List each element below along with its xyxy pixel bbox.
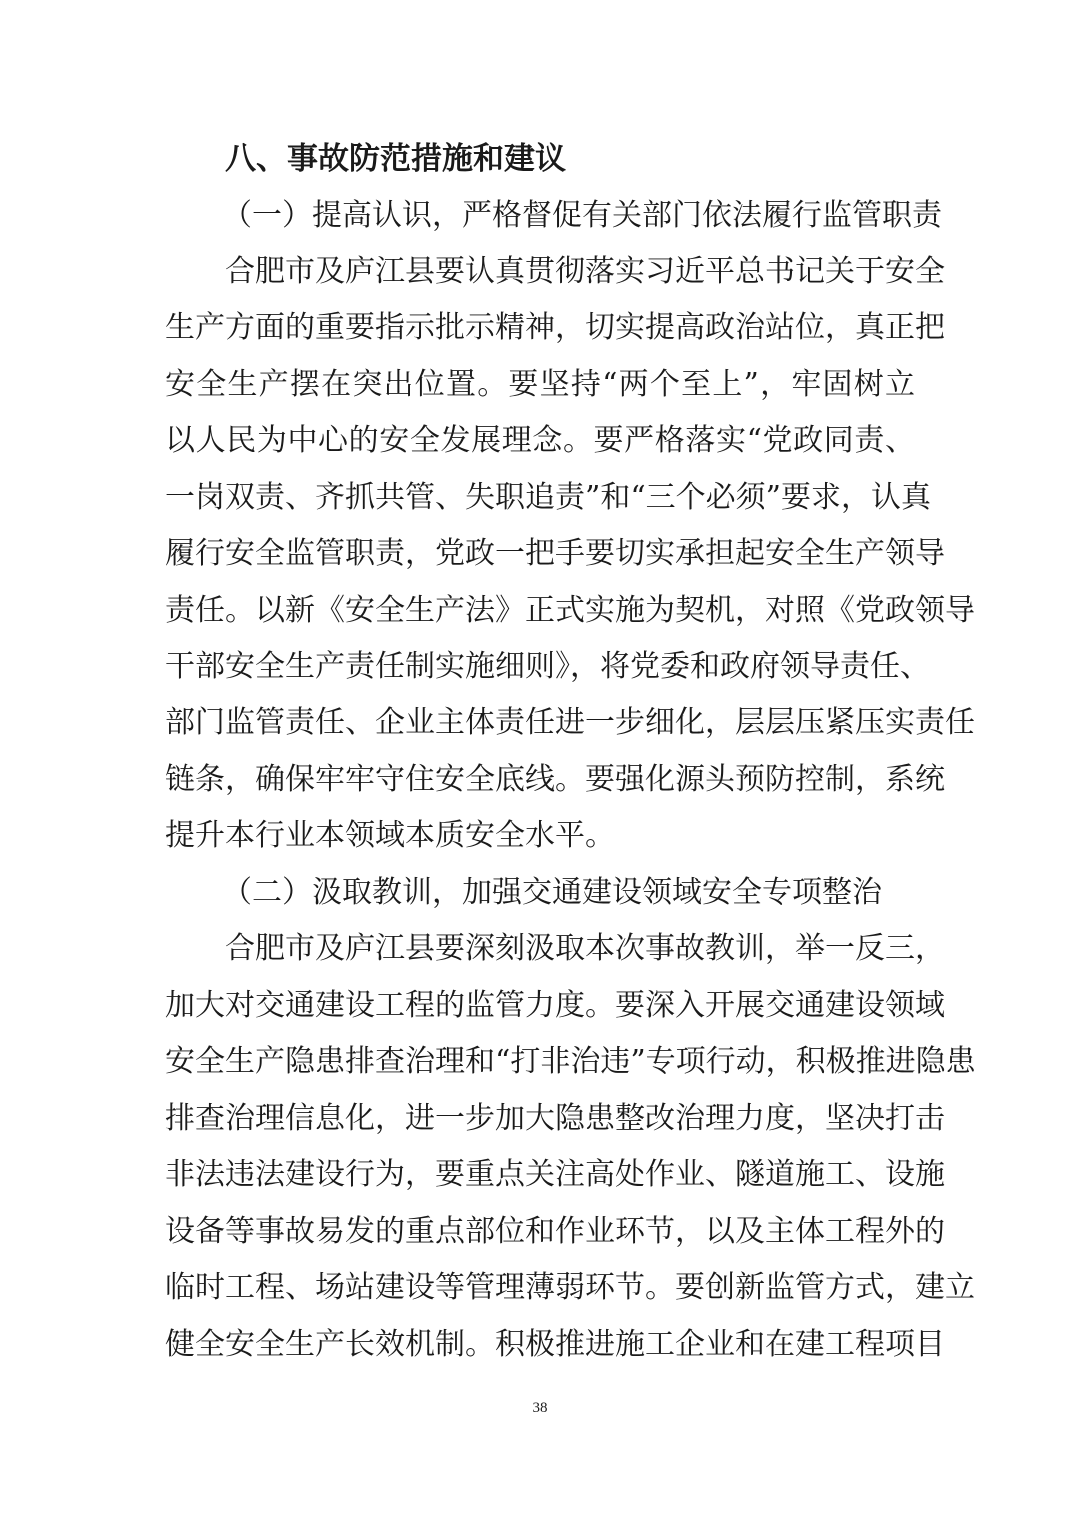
paragraph-line: 履行安全监管职责，党政一把手要切实承担起安全生产领导 <box>165 536 945 571</box>
paragraph-line: 健全安全生产长效机制。积极推进施工企业和在建工程项目 <box>165 1327 945 1362</box>
paragraph-line: 干部安全生产责任制实施细则》，将党委和政府领导责任、 <box>165 649 930 684</box>
paragraph-line: 一岗双责、齐抓共管、失职追责”和“三个必须”要求，认真 <box>165 480 932 515</box>
paragraph-line: 加大对交通建设工程的监管力度。要深入开展交通建设领域 <box>165 988 945 1023</box>
paragraph-line: 非法违法建设行为，要重点关注高处作业、隧道施工、设施 <box>165 1157 945 1192</box>
paragraph-line: 设备等事故易发的重点部位和作业环节，以及主体工程外的 <box>165 1214 945 1249</box>
paragraph-line: 责任。以新《安全生产法》正式实施为契机，对照《党政领导 <box>165 593 975 628</box>
paragraph-line: 以人民为中心的安全发展理念。要严格落实“党政同责、 <box>165 423 915 458</box>
section-heading: 八、事故防范措施和建议 <box>225 141 566 177</box>
paragraph-line: 生产方面的重要指示批示精神，切实提高政治站位，真正把 <box>165 310 945 345</box>
paragraph-line: 合肥市及庐江县要深刻汲取本次事故教训，举一反三， <box>225 931 945 966</box>
page-number: 38 <box>532 1400 548 1416</box>
paragraph-line: 安全生产隐患排查治理和“打非治违”专项行动，积极推进隐患 <box>165 1044 976 1079</box>
paragraph-line: 临时工程、场站建设等管理薄弱环节。要创新监管方式，建立 <box>165 1270 975 1305</box>
subsection-title-1: （一）提高认识，严格督促有关部门依法履行监管职责 <box>222 198 942 233</box>
subsection-title-2: （二）汲取教训，加强交通建设领域安全专项整治 <box>222 875 882 910</box>
paragraph-line: 链条，确保牢牢守住安全底线。要强化源头预防控制，系统 <box>165 762 945 797</box>
paragraph-line: 合肥市及庐江县要认真贯彻落实习近平总书记关于安全 <box>225 254 945 289</box>
paragraph-line: 部门监管责任、企业主体责任进一步细化，层层压紧压实责任 <box>165 705 975 740</box>
paragraph-line: 排查治理信息化，进一步加大隐患整改治理力度，坚决打击 <box>165 1101 945 1136</box>
paragraph-line: 提升本行业本领域本质安全水平。 <box>165 818 615 853</box>
paragraph-line: 安全生产摆在突出位置。要坚持“两个至上”，牢固树立 <box>165 367 915 402</box>
